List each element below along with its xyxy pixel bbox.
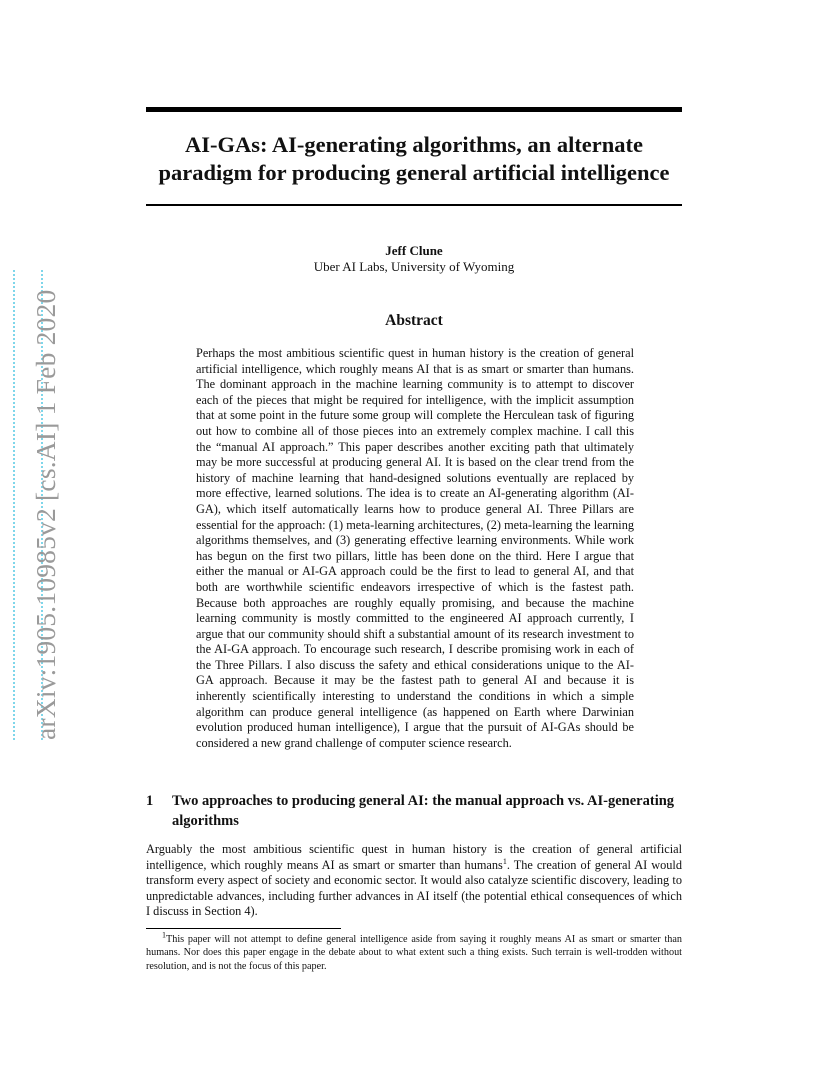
title-top-rule — [146, 107, 682, 112]
paper-title — [146, 131, 682, 187]
title-line-2: paradigm for producing general artificial intelligence — [158, 160, 670, 185]
footnote-mark: 1 — [162, 930, 166, 940]
footnote-text: This paper will not attempt to define general intelligence aside from saying it roughly means AI as smart or smarter than humans. Nor does this paper engage in the debate about to what extent such a thing exists. Such terrain is well-trodden without resolution, and is not the focus of this paper. — [146, 934, 682, 972]
author-name: Jeff Clune — [385, 243, 443, 258]
section-1-paragraph — [146, 842, 682, 920]
section-1-number: 1 — [146, 793, 154, 809]
section-1-text-b: . The creation of general AI would transform every aspect of society and economic sector. It would also catalyze scientific discovery, leading to unpredictable advances, including further advances in AI itself (the potential ethical consequences of which I discuss in Section 4). — [146, 857, 682, 919]
section-1-text-a: Arguably the most ambitious scientific quest in human history is the creation of general artificial intelligence, which roughly means AI as smart or smarter than humans — [146, 842, 682, 872]
footnote-rule — [146, 928, 341, 929]
abstract-heading: Abstract — [385, 312, 443, 329]
abstract-text: Perhaps the most ambitious scientific quest in human history is the creation of general artificial intelligence, which roughly means AI that is as smart or smarter than humans. The dominant approach in the machine learning community is to attempt to discover each of the pieces that might be required for intelligence, with the implicit assumption that at some point in the future some group will complete the Herculean task of figuring out how to combine all of those pieces into an extremely complex machine. I call this the “manual AI approach.” This paper describes another exciting path that ultimately may be more successful at producing general AI. It is based on the clear trend from the history of machine learning that hand-designed solutions eventually are replaced by more effective, learned solutions. The idea is to create an AI-generating algorithm (AI-GA), which itself automatically learns how to produce general AI. Three Pillars are essential for the approach: (1) meta-learning architectures, (2) meta-learning the learning algorithms themselves, and (3) generating effective learning environments. While work has begun on the first two pillars, little has been done on the third. Here I argue that either the manual or AI-GA approach could be the first to lead to general AI, and that both are worthwhile scientific endeavors irrespective of which is the fastest path. Because both approaches are roughly equally promising, and because the machine learning community is mostly committed to the engineered AI approach currently, I argue that our community should shift a substantial amount of its research investment to the AI-GA approach. To encourage such research, I describe promising work in each of the Three Pillars. I also discuss the safety and ethical considerations unique to the AI-GA approach. Because it may be the fastest path to general AI and because it is inherently scientifically interesting to understand the conditions in which a simple algorithm can produce general intelligence (as happened on Earth where Darwinian evolution produced human intelligence), I argue that the pursuit of AI-GAs should be considered a new grand challenge of computer science research. — [196, 346, 634, 750]
author-affiliation: Uber AI Labs, University of Wyoming — [313, 259, 515, 274]
footnote-reference[interactable]: 1 — [502, 856, 507, 866]
title-bottom-rule — [146, 204, 682, 206]
footnote — [146, 930, 682, 973]
author-block — [146, 243, 682, 275]
title-line-1: AI-GAs: AI-generating algorithms, an alternate — [184, 132, 644, 157]
section-1-title: Two approaches to producing general AI: the manual approach vs. AI-generating algorithms — [172, 793, 675, 829]
arxiv-identifier[interactable]: arXiv:1905.10985v2 [cs.AI] 1 Feb 2020 — [30, 289, 61, 740]
section-1-heading — [146, 791, 682, 831]
